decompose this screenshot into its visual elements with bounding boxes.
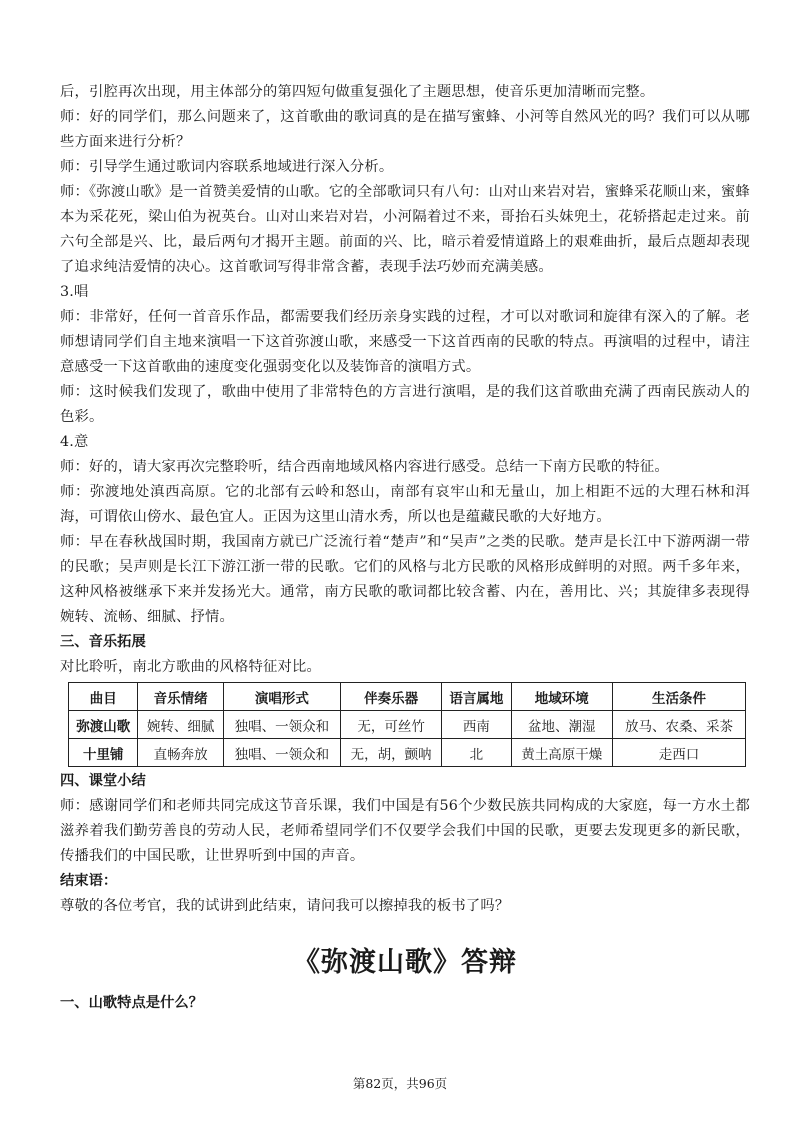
table-cell: 婉转、细腻	[138, 711, 223, 739]
compare-intro: 对比聆听，南北方歌曲的风格特征对比。	[60, 659, 321, 675]
table-header-row	[69, 683, 746, 711]
table-header-cell: 演唱形式	[223, 683, 340, 711]
table-row	[69, 739, 746, 767]
paragraph-question: 师：好的同学们，那么问题来了，这首歌曲的歌词真的是在描写蜜蜂、小河等自然风光的吗？我们可以从哪些方面来进行分析？	[60, 109, 750, 150]
table-cell: 独唱、一领众和	[223, 739, 340, 767]
section-music-extension: 三、音乐拓展	[60, 634, 146, 650]
table-cell: 北	[442, 739, 511, 767]
paragraph-guide: 师：引导学生通过歌词内容联系地域进行深入分析。	[60, 159, 394, 175]
paragraph-listen-again: 师：好的，请大家再次完整聆听，结合西南地域风格内容进行感受。总结一下南方民歌的特征。	[60, 459, 669, 475]
paragraph-summary: 师：感谢同学们和老师共同完成这节音乐课，我们中国是有56个少数民族共同构成的大家庭，每一方水土都滋养着我们勤劳善良的劳动人民，老师希望同学们不仅要学会我们中国的民歌，更要去发现更多的新民歌，传播我们的中国民歌，让世界听到中国的声音。	[60, 798, 750, 864]
paragraph-lyrics-analysis: 师：《弥渡山歌》是一首赞美爱情的山歌。它的全部歌词只有八句：山对山来岩对岩，蜜蜂采花顺山来，蜜蜂本为采花死，梁山伯为祝英台。山对山来岩对岩，小河隔着过不来，哥抬石头妹兜土，花轿搭起走过来。前六句全部是兴、比，最后两句才揭开主题。前面的兴、比，暗示着爱情道路上的艰难曲折，最后点题却表现了追求纯洁爱情的决心。这首歌词写得非常含蓄，表现手法巧妙而充满美感。	[60, 184, 750, 275]
table-cell: 十里铺	[69, 739, 138, 767]
table-cell: 无，胡，颤呐	[340, 739, 441, 767]
table-header-cell: 地域环境	[511, 683, 612, 711]
table-cell: 弥渡山歌	[69, 711, 138, 739]
table-cell: 直畅奔放	[138, 739, 223, 767]
table-cell: 西南	[442, 711, 511, 739]
table-header-cell: 音乐情绪	[138, 683, 223, 711]
document-page	[60, 80, 750, 1016]
table-cell: 盆地、潮湿	[511, 711, 612, 739]
section-closing: 结束语：	[60, 873, 118, 889]
table-cell: 无，可丝竹	[340, 711, 441, 739]
section-summary: 四、课堂小结	[60, 773, 146, 789]
table-header-cell: 伴奏乐器	[340, 683, 441, 711]
paragraph-dialect: 师：这时候我们发现了，歌曲中使用了非常特色的方言进行演唱，是的我们这首歌曲充满了西南民族动人的色彩。	[60, 384, 750, 425]
table-cell: 黄土高原干燥	[511, 739, 612, 767]
comparison-table	[68, 682, 746, 767]
paragraph-southern-folk-history: 师：早在春秋战国时期，我国南方就已广泛流行着“楚声”和“吴声”之类的民歌。楚声是长江中下游两湖一带的民歌；吴声则是长江下游江浙一带的民歌。它们的风格与北方民歌的风格形成鲜明的对照。两千多年来，这种风格被继承下来并发扬光大。通常，南方民歌的歌词都比较含蓄、内在，善用比、兴；其旋律多表现得婉转、流畅、细腻、抒情。	[60, 534, 750, 625]
page-footer: 第82页，共96页	[352, 1076, 448, 1091]
defense-title: 《弥渡山歌》答辩	[293, 947, 517, 978]
question-1: 一、山歌特点是什么？	[60, 995, 203, 1011]
paragraph-intro-end: 后，引腔再次出现，用主体部分的第四短句做重复强化了主题思想，使音乐更加清晰而完整。	[60, 84, 655, 100]
paragraph-midu-geography: 师：弥渡地处滇西高原。它的北部有云岭和怒山，南部有哀牢山和无量山，加上相距不远的大理石林和洱海，可谓依山傍水、最色宜人。正因为这里山清水秀，所以也是蕴藏民歌的大好地方。	[60, 484, 750, 525]
table-cell: 放马、农桑、采茶	[612, 711, 745, 739]
paragraph-closing: 尊敬的各位考官，我的试讲到此结束，请问我可以擦掉我的板书了吗？	[60, 898, 510, 914]
section-yi: 4.意	[60, 434, 89, 450]
table-cell: 走西口	[612, 739, 745, 767]
paragraph-sing-practice: 师：非常好，任何一首音乐作品，都需要我们经历亲身实践的过程，才可以对歌词和旋律有深入的了解。老师想请同学们自主地来演唱一下这首弥渡山歌，来感受一下这首西南的民歌的特点。再演唱的过程中，请注意感受一下这首歌曲的速度变化强弱变化以及装饰音的演唱方式。	[60, 309, 750, 375]
table-header-cell: 曲目	[69, 683, 138, 711]
table-cell: 独唱、一领众和	[223, 711, 340, 739]
section-chang: 3.唱	[60, 284, 89, 300]
table-row	[69, 711, 746, 739]
table-header-cell: 生活条件	[612, 683, 745, 711]
table-header-cell: 语言属地	[442, 683, 511, 711]
